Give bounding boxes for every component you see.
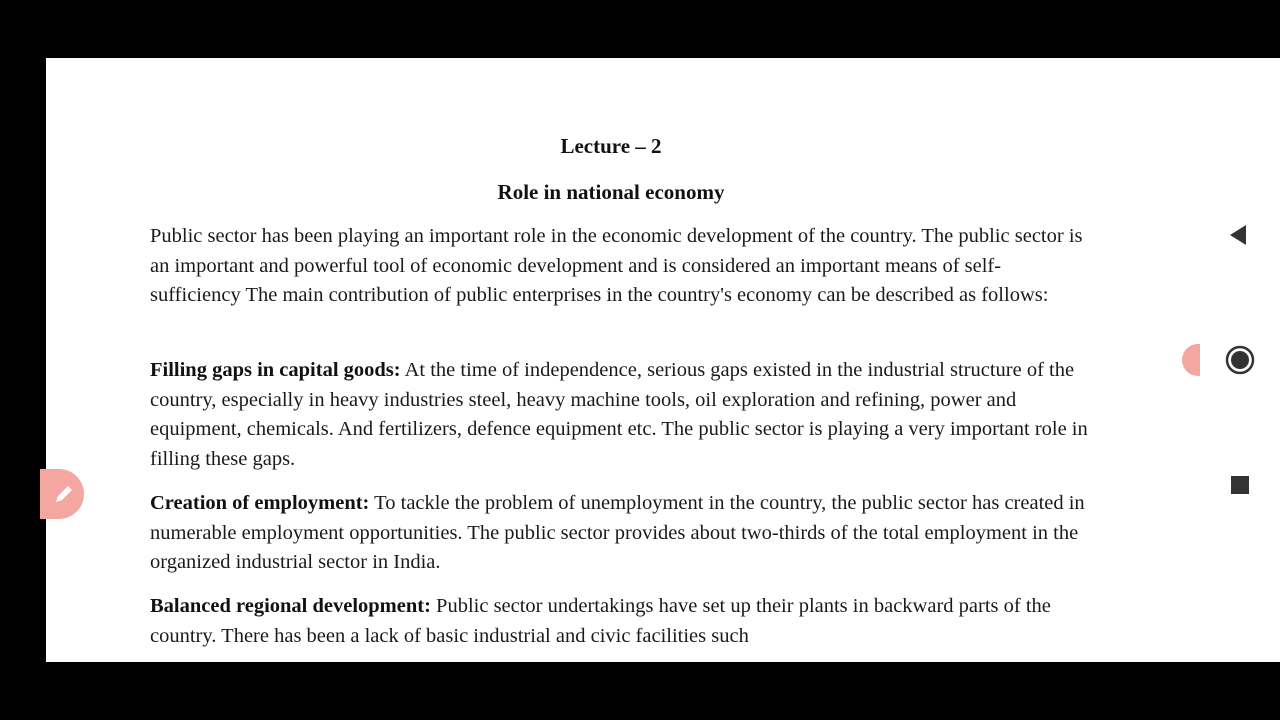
back-triangle-icon[interactable] (1228, 224, 1248, 246)
section-heading: Creation of employment: (150, 492, 370, 514)
section-body: At the time of independence, serious gaps existed in the industrial structure of the country, especially in heavy industries steel, heavy machine tools, oil exploration and refining, power and equipment, chemicals. And fertilizers, defence equipment etc. The public sector is playing a very important role in filling these gaps. (150, 359, 1088, 470)
section-heading: Filling gaps in capital goods: (150, 359, 401, 381)
section-paragraph (150, 356, 1090, 474)
document-page (46, 58, 1200, 662)
section-paragraph (150, 489, 1090, 578)
intro-paragraph: Public sector has been playing an important role in the economic development of the country. The public sector is an important and powerful tool of economic development and is considered an important means of self-sufficiency The main contribution of public enterprises in the country's economy can be described as follows: (150, 225, 1083, 306)
section-paragraph (150, 592, 1090, 651)
section-body: To tackle the problem of unemployment in the country, the public sector has created in numerable employment opportunities. The public sector provides about two-thirds of the total employment in the organized industrial sector in India. (150, 492, 1085, 573)
recents-square-icon[interactable] (1230, 475, 1250, 495)
home-circle-icon[interactable] (1225, 345, 1255, 375)
section-body: Public sector undertakings have set up their plants in backward parts of the country. There has been a lack of basic industrial and civic facilities such (150, 595, 1051, 647)
pen-icon (52, 482, 76, 506)
page-title: Lecture – 2 (560, 134, 662, 158)
page-subtitle: Role in national economy (497, 180, 725, 204)
section-heading: Balanced regional development: (150, 595, 431, 617)
